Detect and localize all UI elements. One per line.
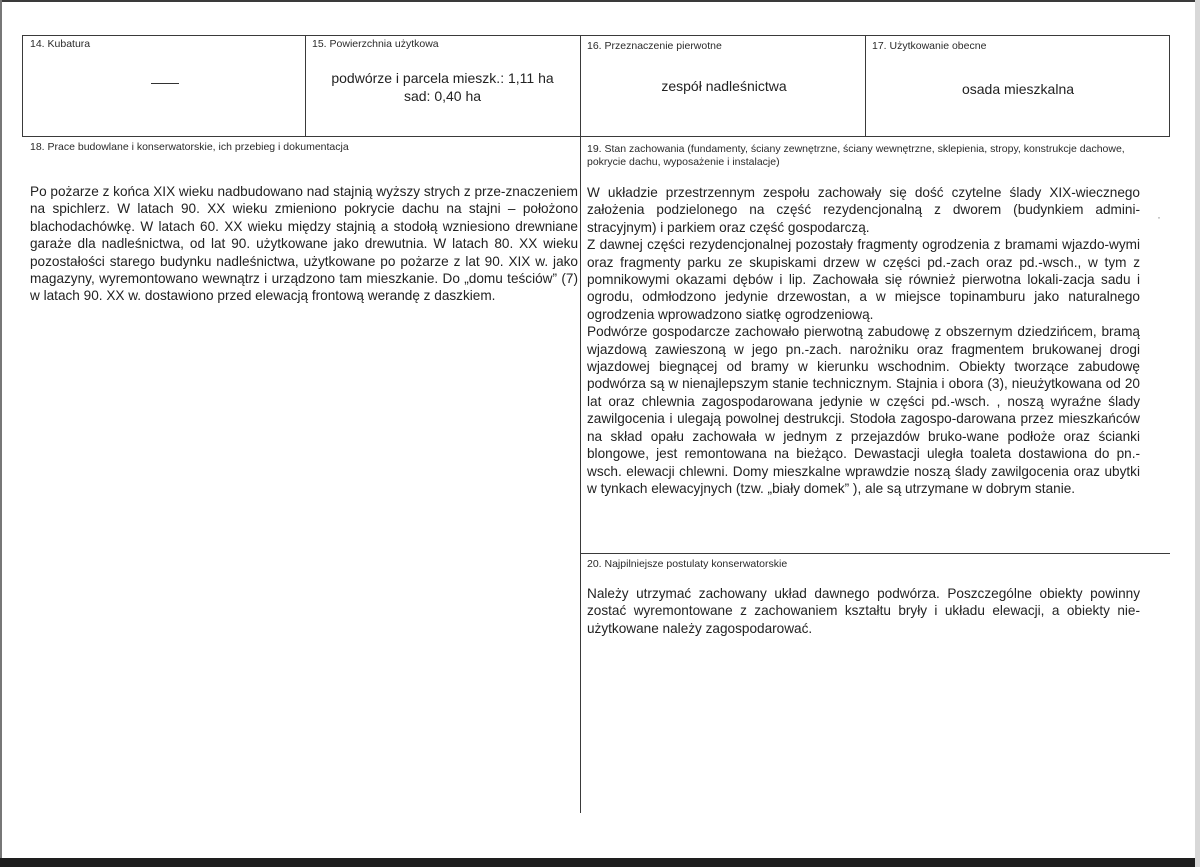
grid-line-col3 bbox=[865, 35, 866, 137]
scan-edge-bottom bbox=[0, 858, 1200, 867]
field-18-label: 18. Prace budowlane i konserwatorskie, ich przebieg i dokumentacja bbox=[30, 141, 349, 153]
grid-line-left bbox=[22, 35, 23, 137]
field-20-text: Należy utrzymać zachowany układ dawnego podwórza. Poszczególne obiekty powinny zostać wyremontowane z zachowaniem kształtu bryły i układu elewacji, a obiekty nie-użytkowane należy zagospodarować. bbox=[587, 586, 1140, 636]
scan-edge-left bbox=[0, 0, 2, 867]
field-18-text: Po pożarze z końca XIX wieku nadbudowano nad stajnią wyższy strych z prze-znaczeniem na spichlerz. W latach 90. XX wieku zmieniono pokrycie dachu na stajni – położono blachodachówkę. W latach 60. XX wieku między stajnią a stodołą wzniesiono drewniane garaże dla nadleśnictwa, od lat 90. użytkowane jako drewutnia. W latach 80. XX wieku pozostałości starego budynku nadleśnictwa, użytkowane po pożarze z lat 90. XIX w. jako magazyny, wyremontowano wewnątrz i urządzono tam mieszkanie. Do „domu teściów” (7) w latach 90. XX w. dostawiono przed elewacją frontową werandę z daszkiem. bbox=[30, 184, 578, 304]
scan-edge-right bbox=[1195, 0, 1200, 867]
grid-line-row1-bottom bbox=[22, 136, 1170, 137]
scan-edge-top bbox=[0, 0, 1200, 2]
grid-line-right bbox=[1169, 35, 1170, 137]
grid-line-center bbox=[580, 35, 581, 813]
field-19-label: 19. Stan zachowania (fundamenty, ściany zewnętrzne, ściany wewnętrzne, sklepienia, stropy, konstrukcje dachowe, pokrycie dachu, wyposażenie i instalacje) bbox=[587, 143, 1125, 168]
field-15-value-line1: podwórze i parcela mieszk.: 1,11 ha bbox=[331, 70, 554, 86]
field-15-value-line2: sad: 0,40 ha bbox=[403, 88, 482, 104]
field-17-label: 17. Użytkowanie obecne bbox=[872, 40, 987, 52]
field-14-label: 14. Kubatura bbox=[30, 38, 91, 50]
scan-speck: · bbox=[1157, 210, 1161, 224]
field-16-label: 16. Przeznaczenie pierwotne bbox=[587, 40, 722, 52]
grid-line-top bbox=[22, 35, 1170, 36]
grid-line-field20-top bbox=[580, 553, 1170, 554]
field-17-value: osada mieszkalna bbox=[961, 81, 1075, 97]
field-19-text: W układzie przestrzennym zespołu zachowały się dość czytelne ślady XIX-wiecznego założenia podzielonego na część rezydencjonalną z dworem (budynkiem admini-stracyjnym) i parkiem oraz część gospodarczą. Z dawnej części rezydencjonalnej pozostały fragmenty ogrodzenia z bramami wjazdo-wymi oraz fragmenty parku ze skupiskami drzew w części pd.-zach oraz pd.-wsch., w tym z pomnikowymi okazami dębów i lip. Zachowała się również pierwotna lokali-zacja sadu i ogrodu, odmłodzono jedynie drzewostan, a w miejsce topinamburu jako naturalnego ogrodzenia wprowadzono siatkę ogrodzeniową. Podwórze gospodarcze zachowało pierwotną zabudowę z obszernym dziedzińcem, bramą wjazdową zawieszoną w jego pn.-zach. narożniku oraz fragmentem brukowanej drogi wjazdowej biegnącej od bramy w kierunku wschodnim. Obiekty tworzące zabudowę podwórza są w nienajlepszym stanie technicznym. Stajnia i obora (3), nieużytkowana od 20 lat oraz chlewnia zagospodarowana jedynie w części pd.-wsch. , noszą wyraźne ślady zawilgocenia i ulegają powolnej destrukcji. Stodoła zagospo-darowana przez mieszkańców na skład opału zachowała w jednym z przejazdów bruko-wane podłoże oraz ścianki blongowe, jest remontowana na bieżąco. Dewastacji uległa toaleta dostawiona do pn.-wsch. elewacji chlewni. Domy mieszkalne wprawdzie noszą ślady zawilgocenia oraz ubytki w tynkach elewacyjnych (tzw. „biały domek” ), ale są utrzymane w dobrym stanie. bbox=[587, 185, 1140, 496]
field-20-label: 20. Najpilniejsze postulaty konserwatorskie bbox=[587, 558, 788, 570]
field-14-value: —— bbox=[151, 74, 179, 90]
grid-line-col1 bbox=[305, 35, 306, 137]
field-15-label: 15. Powierzchnia użytkowa bbox=[312, 38, 439, 50]
field-16-value: zespół nadleśnictwa bbox=[661, 78, 787, 94]
